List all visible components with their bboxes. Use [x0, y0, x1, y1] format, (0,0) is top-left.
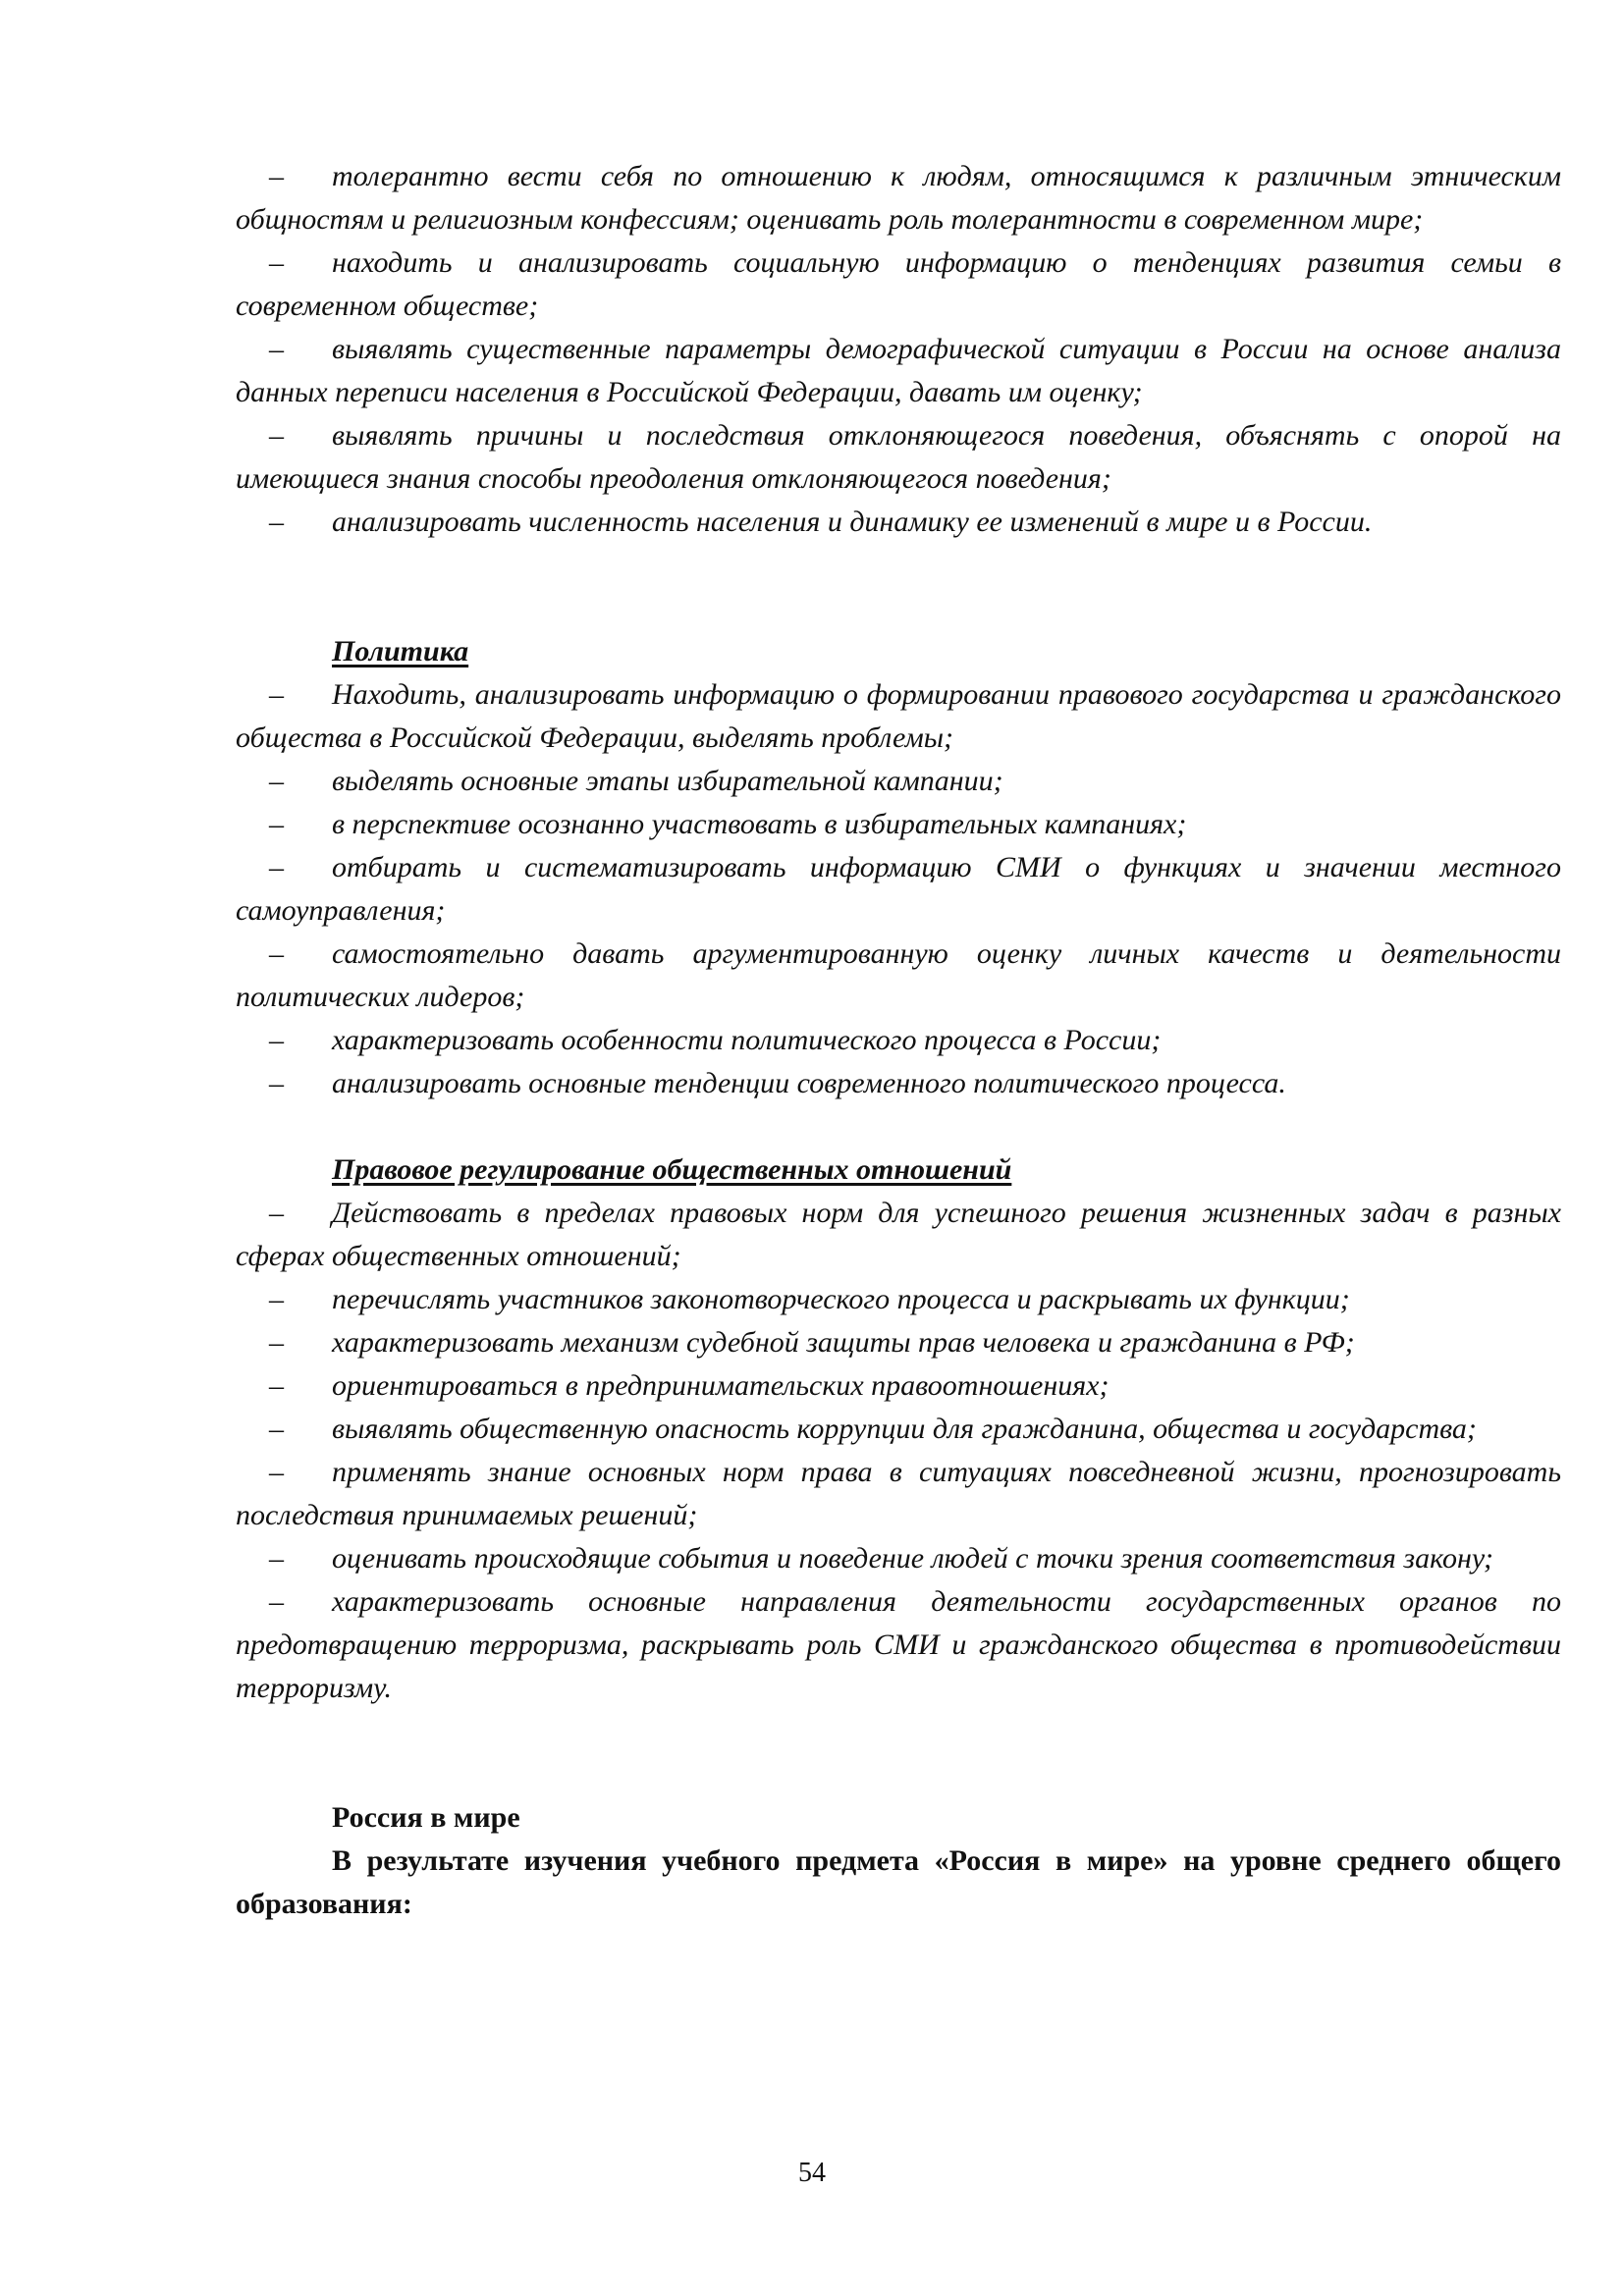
list-item — [236, 1321, 1561, 1364]
dash-bullet: – — [269, 1585, 284, 1618]
list-item — [236, 1451, 1561, 1537]
list-item-text: характеризовать механизм судебной защиты прав человека и гражданина в РФ; — [332, 1326, 1355, 1359]
dash-bullet: – — [269, 1283, 284, 1315]
list-item-text: выявлять существенные параметры демографической ситуации в России на основе анализа данных переписи населения в Российской Федерации, давать им оценку; — [236, 333, 1561, 408]
document-page — [236, 155, 1561, 1926]
list-item-text: выявлять общественную опасность коррупции для гражданина, общества и государства; — [332, 1413, 1477, 1445]
list-item — [236, 1019, 1561, 1062]
dash-bullet: – — [269, 506, 284, 538]
spacer — [236, 1710, 1561, 1796]
section-heading-politics: Политика — [332, 635, 469, 667]
list-item-text: анализировать численность населения и динамику ее изменений в мире и в России. — [332, 506, 1373, 538]
society-list — [236, 155, 1561, 544]
list-item — [236, 241, 1561, 328]
list-item — [236, 803, 1561, 846]
spacer — [236, 544, 1561, 630]
dash-bullet: – — [269, 1413, 284, 1445]
dash-bullet: – — [269, 1197, 284, 1229]
politics-list — [236, 673, 1561, 1105]
dash-bullet: – — [269, 419, 284, 452]
list-item — [236, 414, 1561, 501]
list-item-text: отбирать и систематизировать информацию СМИ о функциях и значении местного самоуправления; — [236, 851, 1561, 927]
list-item — [236, 1408, 1561, 1451]
list-item — [236, 933, 1561, 1019]
list-item — [236, 673, 1561, 760]
dash-bullet: – — [269, 937, 284, 970]
dash-bullet: – — [269, 160, 284, 192]
dash-bullet: – — [269, 1369, 284, 1402]
list-item — [236, 155, 1561, 241]
law-list — [236, 1192, 1561, 1710]
dash-bullet: – — [269, 678, 284, 711]
list-item — [236, 760, 1561, 803]
list-item-text: анализировать основные тенденции современного политического процесса. — [332, 1067, 1286, 1099]
list-item — [236, 1580, 1561, 1710]
dash-bullet: – — [269, 851, 284, 883]
list-item-text: самостоятельно давать аргументированную оценку личных качеств и деятельности политических лидеров; — [236, 937, 1561, 1013]
list-item-text: толерантно вести себя по отношению к людям, относящимся к различным этническим общностям и религиозным конфессиям; оценивать роль толерантности в современном мире; — [236, 160, 1561, 236]
dash-bullet: – — [269, 1326, 284, 1359]
list-item-text: характеризовать основные направления деятельности государственных органов по предотвращению терроризма, раскрывать роль СМИ и гражданского общества в противодействии терроризму. — [236, 1585, 1561, 1704]
list-item-text: характеризовать особенности политического процесса в России; — [332, 1024, 1162, 1056]
dash-bullet: – — [269, 1067, 284, 1099]
list-item — [236, 1364, 1561, 1408]
dash-bullet: – — [269, 1542, 284, 1575]
dash-bullet: – — [269, 1456, 284, 1488]
list-item — [236, 1537, 1561, 1580]
list-item-text: Действовать в пределах правовых норм для успешного решения жизненных задач в разных сферах общественных отношений; — [236, 1197, 1561, 1272]
list-item-text: выделять основные этапы избирательной кампании; — [332, 765, 1003, 797]
dash-bullet: – — [269, 246, 284, 279]
section-intro-paragraph: В результате изучения учебного предмета «Россия в мире» на уровне среднего общего образования: — [236, 1844, 1561, 1920]
list-item-text: находить и анализировать социальную информацию о тенденциях развития семьи в современном обществе; — [236, 246, 1561, 322]
list-item — [236, 501, 1561, 544]
list-item-text: применять знание основных норм права в ситуациях повседневной жизни, прогнозировать последствия принимаемых решений; — [236, 1456, 1561, 1531]
section-heading-law: Правовое регулирование общественных отношений — [332, 1153, 1012, 1186]
section-heading-russia: Россия в мире — [332, 1801, 520, 1834]
list-item-text: оценивать происходящие события и поведение людей с точки зрения соответствия закону; — [332, 1542, 1494, 1575]
list-item — [236, 1278, 1561, 1321]
list-item — [236, 328, 1561, 414]
page-number: 54 — [798, 2158, 826, 2188]
list-item-text: ориентироваться в предпринимательских правоотношениях; — [332, 1369, 1110, 1402]
list-item-text: Находить, анализировать информацию о формировании правового государства и гражданского общества в Российской Федерации, выделять проблемы; — [236, 678, 1561, 754]
list-item-text: перечислять участников законотворческого процесса и раскрывать их функции; — [332, 1283, 1350, 1315]
spacer — [236, 1105, 1561, 1148]
list-item-text: в перспективе осознанно участвовать в избирательных кампаниях; — [332, 808, 1187, 840]
list-item — [236, 1062, 1561, 1105]
list-item — [236, 846, 1561, 933]
list-item-text: выявлять причины и последствия отклоняющегося поведения, объяснять с опорой на имеющиеся знания способы преодоления отклоняющегося поведения; — [236, 419, 1561, 495]
dash-bullet: – — [269, 808, 284, 840]
dash-bullet: – — [269, 1024, 284, 1056]
dash-bullet: – — [269, 333, 284, 365]
dash-bullet: – — [269, 765, 284, 797]
list-item — [236, 1192, 1561, 1278]
